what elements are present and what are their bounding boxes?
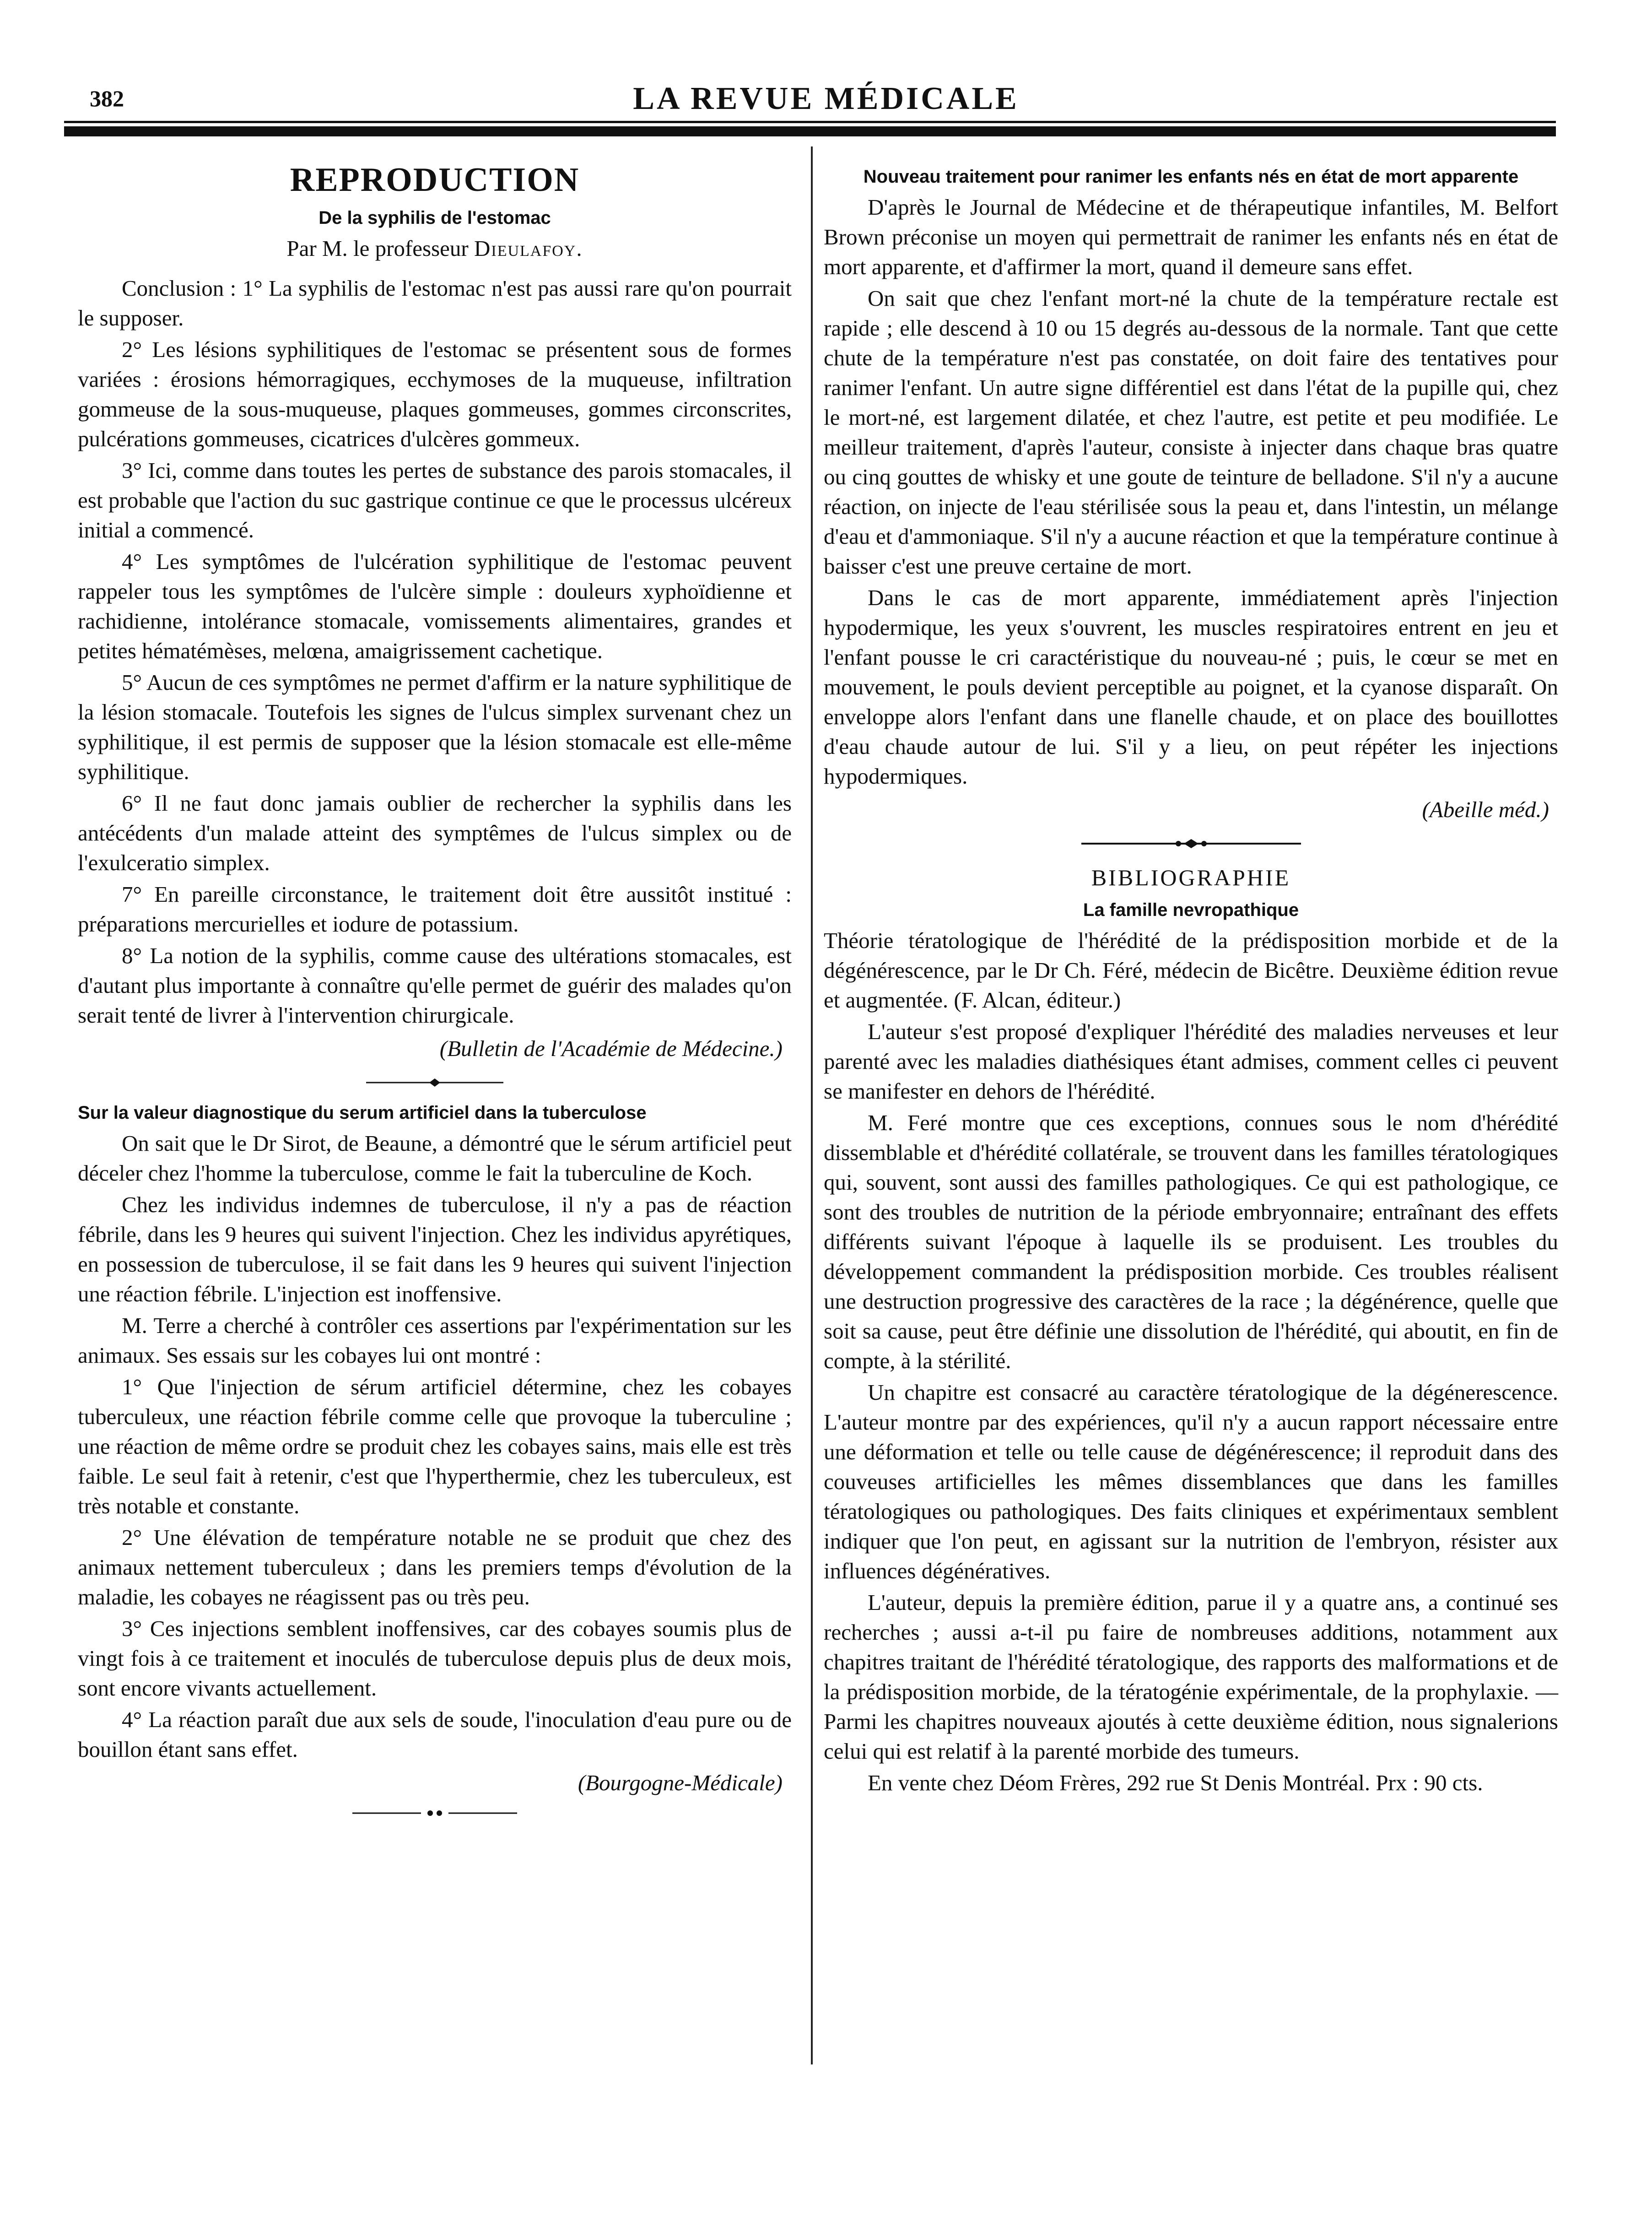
paragraph: 2° Une élévation de température notable ne se produit que chez des animaux nettement tuberculeux ; dans les premiers temps d'évolution de la maladie, les cobayes ne réagissent pas ou très peu.: [78, 1525, 792, 1609]
paragraph: 3° Ici, comme dans toutes les pertes de substance des parois stomacales, il est probable que l'action du suc gastrique continue ce que le processus ulcéreux initial a commencé.: [78, 458, 792, 542]
paragraph: En vente chez Déom Frères, 292 rue St Denis Montréal. Prx : 90 cts.: [868, 1770, 1483, 1795]
paragraph: L'auteur, depuis la première édition, parue il y a quatre ans, a continué ses recherches ; aussi a-t-il pu faire de nombreuses additions, notamment aux chapitres traitant de l'hérédité tératologique, des rapports des malformations et de la prédisposition morbide, de la tératogénie expérimentale, de la prophylaxie. — Parmi les chapitres nouveaux ajoutés à cette deuxième édition, nous signalerions celui qui est relatif à la parenté morbide des tumeurs.: [824, 1590, 1558, 1764]
paragraph: Un chapitre est consacré au caractère tératologique de la dégénerescence. L'auteur montre par des expériences, qu'il n'y a aucun rapport nécessaire entre une déformation et telle ou telle cause de dégénérescence; il reproduit dans des couveuses artificielles les mêmes dissemblances que dans les familles tératologiques ou pathologiques. Des faits cliniques et expérimentaux semblent indiquer que l'on peut, en agissant sur la nutrition de l'embryon, résister aux influences dégénératives.: [824, 1380, 1558, 1583]
section-title: REPRODUCTION: [290, 161, 580, 199]
article-title-enfants: Nouveau traitement pour ranimer les enfants nés en état de mort apparente: [863, 167, 1519, 187]
paragraph: 7° En pareille circonstance, le traitement doit être aussitôt institué : préparations mercurielles et iodure de potassium.: [78, 882, 792, 937]
paragraph: 4° La réaction paraît due aux sels de soude, l'inoculation d'eau pure ou de bouillon étant sans effet.: [78, 1707, 792, 1762]
paragraph: On sait que le Dr Sirot, de Beaune, a démontré que le sérum artificiel peut déceler chez l'homme la tuberculose, comme le fait la tuberculine de Koch.: [78, 1131, 792, 1186]
paragraph: M. Feré montre que ces exceptions, connues sous le nom d'hérédité dissemblable et d'hérédité collatérale, se trouvent dans les familles tératologiques qui, souvent, sont aussi des familles pathologiques. Ce qui est pathologique, ce sont des troubles de nutrition de la période embryonnaire; entraînant des effets différents suivant l'époque à laquelle ils se produisent. Les troubles du développement commandent la prédisposition morbide. Ces troubles réalisent une destruction progressive des caractères de la race ; la dégénérence, quelle que soit sa cause, peut être définie une dissolution de l'hérédité, qui aboutit, en fin de compte, à la stérilité.: [824, 1110, 1558, 1373]
paragraph: 4° Les symptômes de l'ulcération syphilitique de l'estomac peuvent rappeler tous les symptômes de l'ulcère simple : douleurs xyphoïdienne et rachidienne, intolérance stomacale, vomissements alimentaires, grandes et petites hématémèses, melœna, amaigrissement cachetique.: [78, 549, 792, 663]
column-divider: [811, 146, 813, 2064]
paragraph: On sait que chez l'enfant mort-né la chute de la température rectale est rapide ; elle descend à 10 ou 15 degrés au-dessous de la normale. Tant que cette chute de la température n'est pas constatée, on doit faire des tentatives pour ranimer l'enfant. Un autre signe différentiel est dans l'état de la pupille qui, chez le mort-né, est largement dilatée, et chez l'autre, est petite et peu modifiée. Le meilleur traitement, d'après l'auteur, consiste à injecter dans chaque bras quatre ou cinq gouttes de whisky et une goute de teinture de belladone. S'il n'y a aucune réaction, on injecte de l'eau stérilisée sous la peau et, dans l'intestin, un mélange d'eau et d'ammoniaque. S'il n'y a aucune réaction et que la température continue à baisser c'est une preuve certaine de mort.: [824, 286, 1558, 579]
section-ornament: [78, 1077, 792, 1088]
header-rule-thin: [64, 121, 1556, 123]
byline-prefix: Par M. le professeur: [286, 236, 474, 261]
source-citation: (Abeille méd.): [1422, 797, 1549, 822]
article-title-syphilis: De la syphilis de l'estomac: [319, 208, 551, 228]
journal-title: LA REVUE MÉDICALE: [633, 81, 1019, 116]
source-citation: (Bulletin de l'Académie de Médecine.): [439, 1036, 783, 1061]
author-name: Dieulafoy.: [474, 236, 583, 261]
paragraph: Théorie tératologique de l'hérédité de la prédisposition morbide et de la dégénérescence, par le Dr Ch. Féré, médecin de Bicêtre. Deuxième édition revue et augmentée. (F. Alcan, éditeur.): [824, 928, 1558, 1013]
paragraph: 5° Aucun de ces symptômes ne permet d'affirm er la nature syphilitique de la lésion stomacale. Toutefois les signes de l'ulcus simplex survenant chez un syphilitique, il est permis de supposer que la lésion stomacale est elle-même syphilitique.: [78, 670, 792, 784]
paragraph: Chez les individus indemnes de tuberculose, il n'y a pas de réaction fébrile, dans les 9 heures qui suivent l'injection. Chez les individus apyrétiques, en possession de tuberculose, il se fait dans les 9 heures qui suivent l'injection une réaction fébrile. L'injection est inoffensive.: [78, 1192, 792, 1306]
bibliography-heading: BIBLIOGRAPHIE: [1091, 865, 1291, 890]
paragraph: Dans le cas de mort apparente, immédiatement après l'injection hypodermique, les yeux s'ouvrent, les muscles respiratoires entrent en jeu et l'enfant pousse le cri caractéristique du nouveau-né ; puis, le cœur se met en mouvement, le pouls devient perceptible au poignet, et la cyanose disparaît. On enveloppe alors l'enfant dans une flanelle chaude, et on place des bouillottes d'eau chaude autour de lui. S'il y a lieu, on peut répéter les injections hypodermiques.: [824, 585, 1558, 789]
paragraph: 2° Les lésions syphilitiques de l'estomac se présentent sous de formes variées : érosions hémorragiques, ecchymoses de la muqueuse, infiltration gommeuse de la sous-muqueuse, plaques gommeuses, gommes circonscrites, pulcérations gommeuses, cicatrices d'ulcères gommeux.: [78, 337, 792, 451]
section-ornament: [824, 838, 1558, 849]
paragraph: 8° La notion de la syphilis, comme cause des ultérations stomacales, est d'autant plus importante à connaître qu'elle permet de guérir des malades qu'on serait tenté de livrer à l'intervention chirurgicale.: [78, 943, 792, 1028]
paragraph: L'auteur s'est proposé d'expliquer l'hérédité des maladies nerveuses et leur parenté avec les maladies diathésiques étant admises, comment celles ci peuvent se manifester en dehors de l'hérédité.: [824, 1019, 1558, 1104]
paragraph: 3° Ces injections semblent inoffensives, car des cobayes soumis plus de vingt fois à ce traitement et inoculés de tuberculose depuis plus de deux mois, sont encore vivants actuellement.: [78, 1616, 792, 1701]
page-number: 382: [90, 86, 124, 111]
source-citation: (Bourgogne-Médicale): [578, 1770, 783, 1795]
paragraph: D'après le Journal de Médecine et de thérapeutique infantiles, M. Belfort Brown préconise un moyen qui permettrait de ranimer les enfants nés en état de mort apparente, et d'affirmer la mort, quand il demeure sans effet.: [824, 195, 1558, 279]
article-byline: [78, 233, 792, 263]
left-column: [78, 156, 792, 1826]
paragraph: 6° Il ne faut donc jamais oublier de rechercher la syphilis dans les antécédents d'un malade atteint des symptêmes de l'ulcus simplex ou de l'exulceratio simplex.: [78, 791, 792, 875]
header-rule-thick: [64, 126, 1556, 136]
paragraph: 1° Que l'injection de sérum artificiel détermine, chez les cobayes tuberculeux, une réaction fébrile comme celle que provoque la tuberculine ; une réaction de même ordre se produit chez les cobayes sains, mais elle est très faible. Le seul fait à retenir, c'est que l'hyperthermie, chez les tuberculeux, est très notable et constante.: [78, 1374, 792, 1518]
bibliography-title: La famille nevropathique: [1083, 900, 1299, 920]
paragraph: M. Terre a cherché à contrôler ces assertions par l'expérimentation sur les animaux. Ses essais sur les cobayes lui ont montré :: [78, 1313, 792, 1368]
section-ornament: [78, 1809, 792, 1818]
article-title-serum: Sur la valeur diagnostique du serum artificiel dans la tuberculose: [78, 1103, 647, 1123]
paragraph: Conclusion : 1° La syphilis de l'estomac n'est pas aussi rare qu'on pourrait le supposer.: [78, 276, 792, 330]
right-column: [824, 161, 1558, 1799]
